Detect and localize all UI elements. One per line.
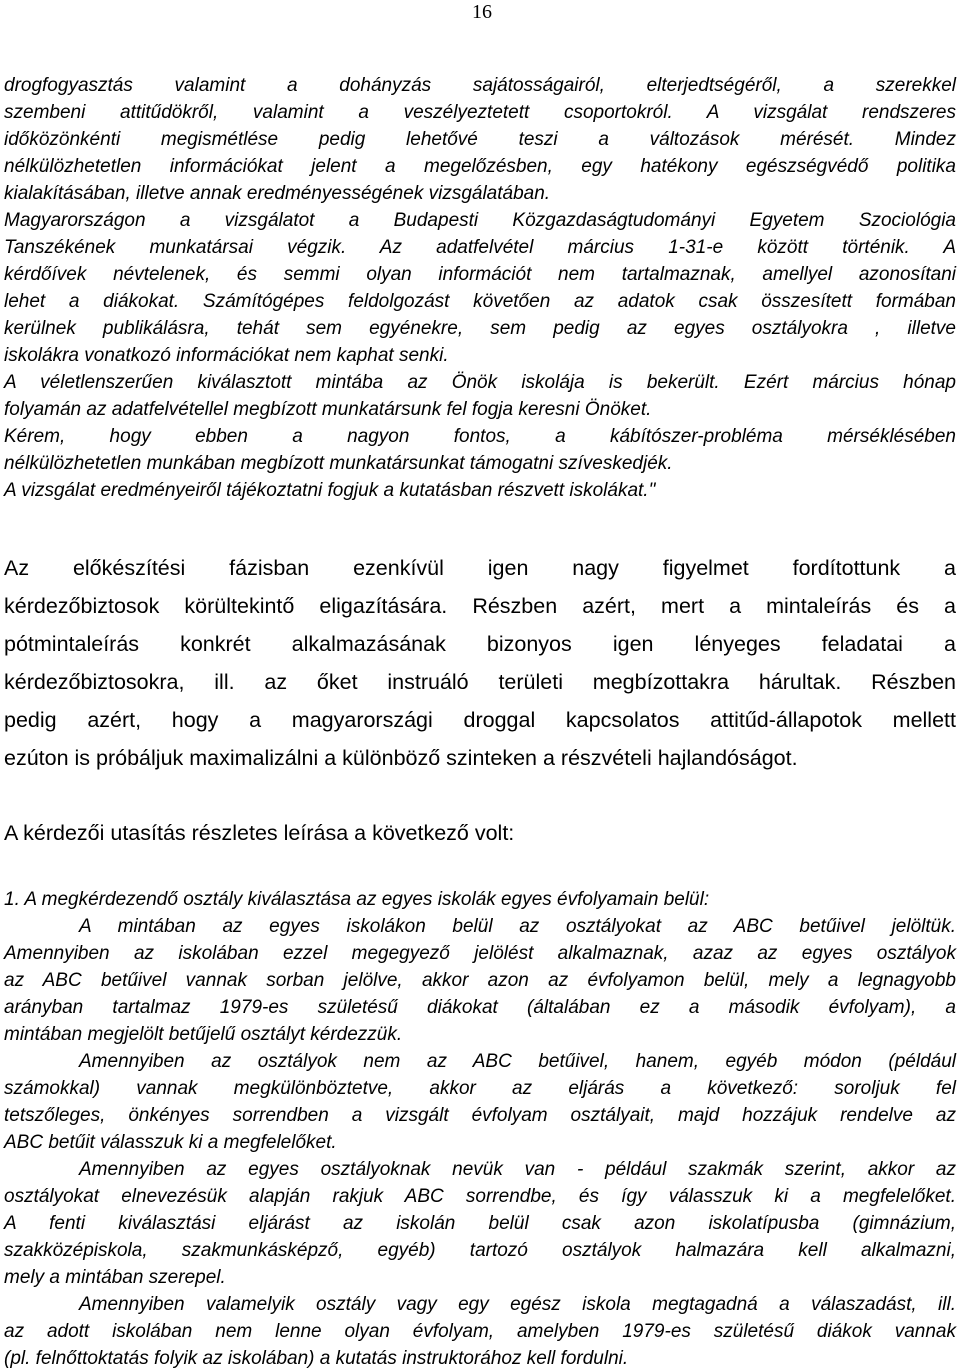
- text-line: Amennyiben az osztályok nem az ABC betűivel, hanem, egyéb módon (például: [79, 1051, 956, 1072]
- text-line: Amennyiben valamelyik osztály vagy egy egész iskola megtagadná a válaszadást, ill.: [79, 1294, 956, 1315]
- text-line: szembeni attitűdökről, valamint a veszélyeztetett csoportokról. A vizsgálat rendszeres: [4, 102, 956, 123]
- text-line: (pl. felnőttoktatás folyik az iskolában) a kutatás instruktorához kell fordulni.: [4, 1348, 629, 1369]
- text-line: Amennyiben az egyes osztályoknak nevük van - például szakmák szerint, akkor az: [79, 1159, 956, 1180]
- text-line: Kérem, hogy ebben a nagyon fontos, a kábítószer-probléma mérséklésében: [4, 426, 956, 447]
- text-line: iskolákra vonatkozó információkat nem kaphat senki.: [4, 345, 449, 366]
- text-line: nélkülözhetetlen információkat jelent a megelőzésben, egy hatékony egészségvédő politika: [4, 156, 956, 177]
- quoted-letter-text: [4, 72, 956, 504]
- text-line: 1. A megkérdezendő osztály kiválasztása az egyes iskolák egyes évfolyamain belül:: [4, 889, 710, 910]
- text-line: A vizsgálat eredményeiről tájékoztatni fogjuk a kutatásban részvett iskolákat.": [4, 480, 656, 501]
- text-line: A fenti kiválasztási eljárást az iskolán belül csak azon iskolatípusba (gimnázium,: [4, 1213, 956, 1234]
- text-line: tetszőleges, önkényes sorrendben a vizsgált évfolyam osztályait, majd hozzájuk rendelve az: [4, 1105, 956, 1126]
- section-heading: A kérdezői utasítás részletes leírása a következő volt:: [4, 821, 515, 845]
- text-line: számokkal) vannak megkülönböztetve, akkor az eljárás a következő: soroljuk fel: [4, 1078, 956, 1099]
- page-number: 16: [472, 1, 492, 23]
- text-line: lehet a diákokat. Számítógépes feldolgozást követően az adatok csak összesített formában: [4, 291, 956, 312]
- text-line: az adott iskolában nem lenne olyan évfolyam, amelyben 1979-es születésű diákok vannak: [4, 1321, 956, 1342]
- text-line: A mintában az egyes iskolákon belül az osztályokat az ABC betűivel jelöltük.: [79, 916, 956, 937]
- body-paragraph: [4, 549, 956, 777]
- text-line: pedig azért, hogy a magyarországi droggal kapcsolatos attitűd-állapotok mellett: [4, 708, 956, 732]
- text-line: mintában megjelölt betűjelű osztályt kérdezzük.: [4, 1024, 403, 1045]
- text-line: kérdőívek névtelenek, és semmi olyan információt nem tartalmaznak, amellyel azonosítani: [4, 264, 956, 285]
- text-line: időközönkénti megismétlése pedig lehetővé teszi a változások mérését. Mindez: [4, 129, 956, 150]
- text-line: szakközépiskola, szakmunkásképző, egyéb) tartozó osztályok halmazára kell alkalmazni,: [4, 1240, 956, 1261]
- text-line: kérdezőbiztosok körültekintő eligazítására. Részben azért, mert a mintaleírás és a: [4, 594, 956, 618]
- text-line: kérdezőbiztosokra, ill. az őket instruáló területi megbízottakra hárultak. Részben: [4, 670, 956, 694]
- text-line: pótmintaleírás konkrét alkalmazásának bizonyos igen lényeges feladatai a: [4, 632, 956, 656]
- text-line: az ABC betűivel vannak sorban jelölve, akkor azon az évfolyamon belül, mely a legnagyobb: [4, 970, 956, 991]
- text-line: folyamán az adatfelvétellel megbízott munkatársunk fel fogja keresni Önöket.: [4, 399, 652, 420]
- text-line: ABC betűit válasszuk ki a megfelelőket.: [4, 1132, 337, 1153]
- text-line: Magyarországon a vizsgálatot a Budapesti Közgazdaságtudományi Egyetem Szociológia: [4, 210, 956, 231]
- text-line: kerülnek publikálásra, tehát sem egyénekre, sem pedig az egyes osztályokra , illetve: [4, 318, 956, 339]
- instruction-text: [4, 886, 956, 1372]
- text-line: drogfogyasztás valamint a dohányzás sajátosságairól, elterjedtségéről, a szerekkel: [4, 75, 956, 96]
- text-line: osztályokat elnevezésük alapján rakjuk ABC sorrendbe, és így válasszuk ki a megfelelőket.: [4, 1186, 956, 1207]
- text-line: arányban tartalmaz 1979-es születésű diákokat (általában ez a második évfolyam), a: [4, 997, 956, 1018]
- text-line: Az előkészítési fázisban ezenkívül igen nagy figyelmet fordítottunk a: [4, 556, 956, 580]
- text-line: ezúton is próbáljuk maximalizálni a különböző szinteken a részvételi hajlandóságot.: [4, 746, 798, 770]
- text-line: nélkülözhetetlen munkában megbízott munkatársunkat támogatni szíveskedjék.: [4, 453, 673, 474]
- text-line: mely a mintában szerepel.: [4, 1267, 226, 1288]
- text-line: A véletlenszerűen kiválasztott mintába az Önök iskolája is bekerült. Ezért március hónap: [4, 372, 956, 393]
- text-line: kialakításában, illetve annak eredményességének vizsgálatában.: [4, 183, 551, 204]
- text-line: Amennyiben az iskolában ezzel megegyező jelölést alkalmaznak, azaz az egyes osztályok: [4, 943, 956, 964]
- text-line: Tanszékének munkatársai végzik. Az adatfelvétel március 1-31-e között történik. A: [4, 237, 956, 258]
